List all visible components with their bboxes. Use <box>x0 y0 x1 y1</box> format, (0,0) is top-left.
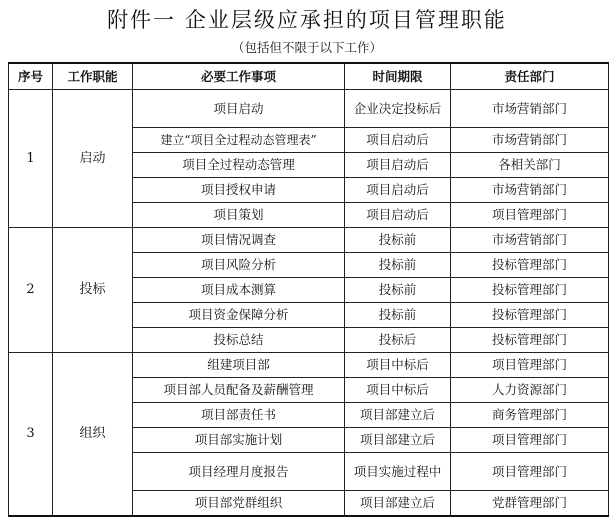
table-row <box>9 228 609 253</box>
task-cell: 项目资金保障分析 <box>133 303 345 328</box>
time-cell: 投标前 <box>345 303 451 328</box>
dept-cell: 项目管理部门 <box>451 428 609 453</box>
time-cell: 投标前 <box>345 228 451 253</box>
dept-cell: 投标管理部门 <box>451 253 609 278</box>
time-cell: 投标前 <box>345 253 451 278</box>
function-cell: 组织 <box>53 353 133 517</box>
task-cell: 项目授权申请 <box>133 178 345 203</box>
dept-cell: 人力资源部门 <box>451 378 609 403</box>
table-body <box>9 90 609 517</box>
dept-cell: 项目管理部门 <box>451 353 609 378</box>
task-cell: 组建项目部 <box>133 353 345 378</box>
time-cell: 项目部建立后 <box>345 428 451 453</box>
task-cell: 项目部人员配备及薪酬管理 <box>133 378 345 403</box>
task-cell: 项目策划 <box>133 203 345 228</box>
time-cell: 项目启动后 <box>345 178 451 203</box>
task-cell: 项目情况调查 <box>133 228 345 253</box>
dept-cell: 市场营销部门 <box>451 128 609 153</box>
task-cell: 投标总结 <box>133 328 345 353</box>
table-row <box>9 90 609 128</box>
task-cell: 项目部党群组织 <box>133 491 345 517</box>
time-cell: 投标后 <box>345 328 451 353</box>
time-cell: 项目中标后 <box>345 378 451 403</box>
time-cell: 项目中标后 <box>345 353 451 378</box>
time-cell: 项目实施过程中 <box>345 453 451 491</box>
task-cell: 项目启动 <box>133 90 345 128</box>
dept-cell: 项目管理部门 <box>451 203 609 228</box>
header-serial: 序号 <box>9 63 53 90</box>
serial-cell: 1 <box>9 90 53 228</box>
time-cell: 企业决定投标后 <box>345 90 451 128</box>
header-task: 必要工作事项 <box>133 63 345 90</box>
table-row <box>9 353 609 378</box>
duty-table <box>8 62 609 517</box>
time-cell: 项目启动后 <box>345 203 451 228</box>
dept-cell: 投标管理部门 <box>451 328 609 353</box>
dept-cell: 投标管理部门 <box>451 303 609 328</box>
task-cell: 项目全过程动态管理 <box>133 153 345 178</box>
function-cell: 投标 <box>53 228 133 353</box>
time-cell: 项目启动后 <box>345 128 451 153</box>
task-cell: 项目部实施计划 <box>133 428 345 453</box>
function-cell: 启动 <box>53 90 133 228</box>
serial-cell: 2 <box>9 228 53 353</box>
task-cell: 项目风险分析 <box>133 253 345 278</box>
task-cell: 项目经理月度报告 <box>133 453 345 491</box>
dept-cell: 市场营销部门 <box>451 90 609 128</box>
task-cell: 项目部责任书 <box>133 403 345 428</box>
task-cell: 项目成本测算 <box>133 278 345 303</box>
serial-cell: 3 <box>9 353 53 517</box>
dept-cell: 项目管理部门 <box>451 453 609 491</box>
table-header-row <box>9 63 609 90</box>
header-time: 时间期限 <box>345 63 451 90</box>
dept-cell: 商务管理部门 <box>451 403 609 428</box>
time-cell: 投标前 <box>345 278 451 303</box>
header-dept: 责任部门 <box>451 63 609 90</box>
time-cell: 项目部建立后 <box>345 403 451 428</box>
time-cell: 项目部建立后 <box>345 491 451 517</box>
task-cell: 建立“项目全过程动态管理表” <box>133 128 345 153</box>
dept-cell: 市场营销部门 <box>451 228 609 253</box>
dept-cell: 市场营销部门 <box>451 178 609 203</box>
header-function: 工作职能 <box>53 63 133 90</box>
page-title: 附件一 企业层级应承担的项目管理职能 <box>107 8 507 32</box>
dept-cell: 党群管理部门 <box>451 491 609 517</box>
dept-cell: 投标管理部门 <box>451 278 609 303</box>
time-cell: 项目启动后 <box>345 153 451 178</box>
dept-cell: 各相关部门 <box>451 153 609 178</box>
page-subtitle: （包括但不限于以下工作） <box>231 40 382 55</box>
